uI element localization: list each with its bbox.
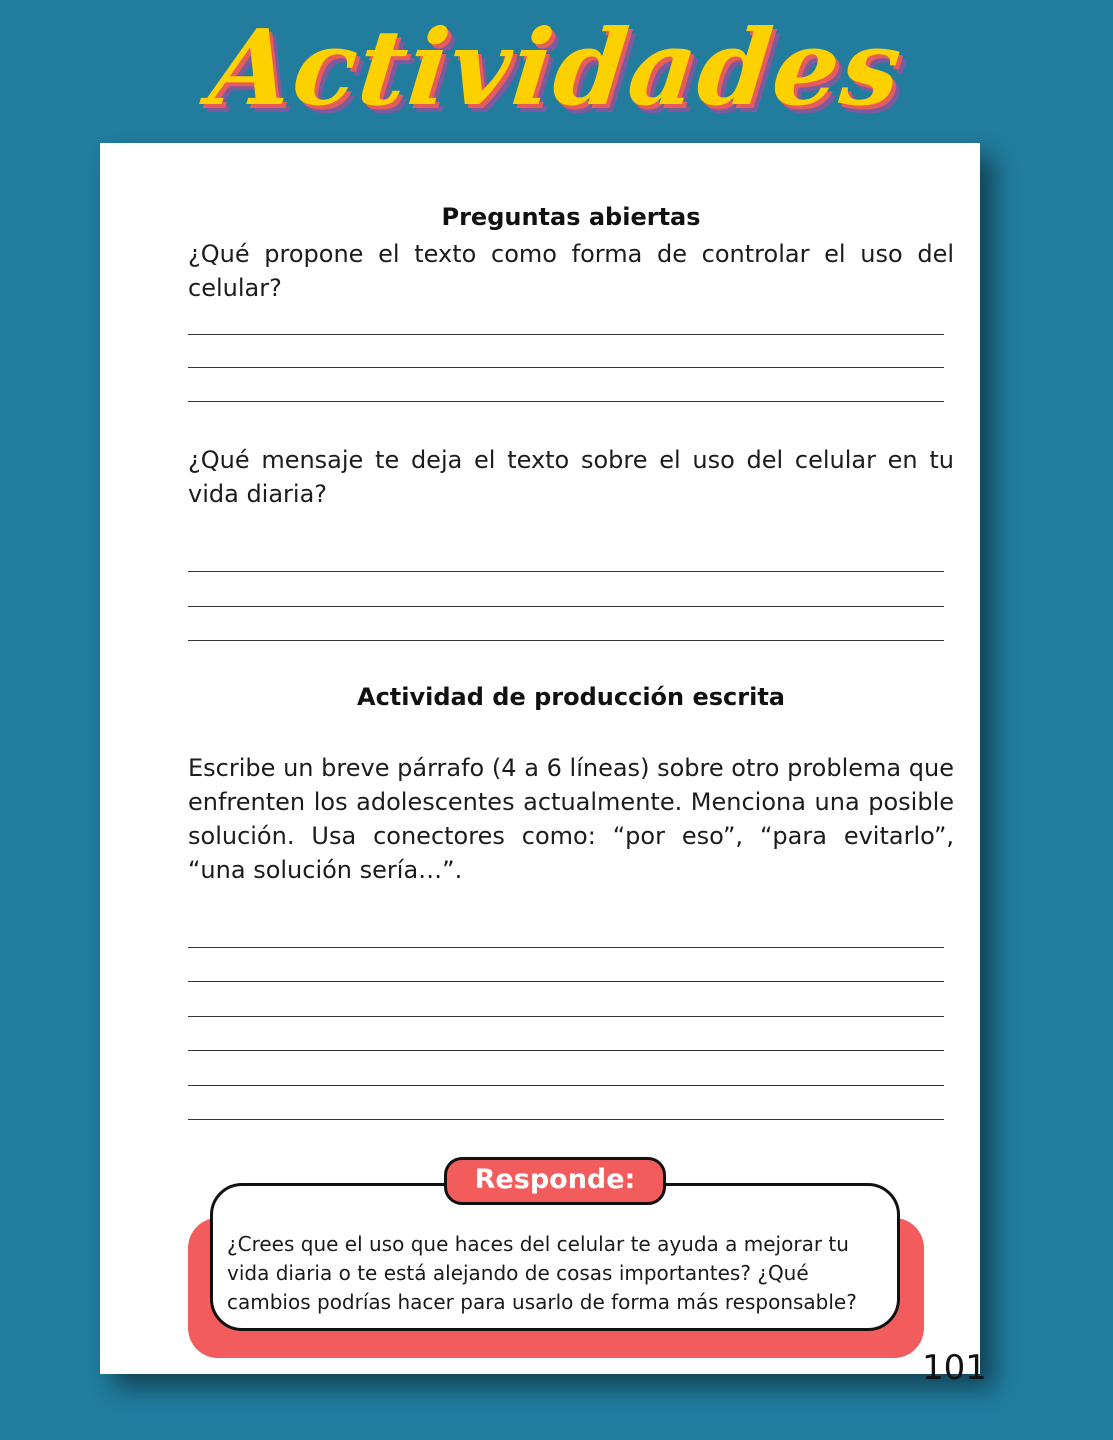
page-number: 101 — [922, 1348, 987, 1388]
answer-line[interactable] — [188, 640, 944, 641]
answer-line[interactable] — [188, 367, 944, 368]
answer-line[interactable] — [188, 1050, 944, 1051]
respond-badge: Responde: — [444, 1157, 666, 1205]
page-title: Actividades — [204, 6, 909, 129]
question-2: ¿Qué mensaje te deja el texto sobre el uso del celular en tu vida diaria? — [188, 446, 954, 508]
answer-line[interactable] — [188, 981, 944, 982]
answer-line[interactable] — [188, 1119, 944, 1120]
question-1: ¿Qué propone el texto como forma de controlar el uso del celular? — [188, 240, 954, 302]
answer-line[interactable] — [188, 947, 944, 948]
respond-box — [210, 1183, 900, 1331]
writing-prompt: Escribe un breve párrafo (4 a 6 líneas) sobre otro problema que enfrenten los adolescentes actualmente. Menciona una posible solución. Usa conectores como: “por eso”, “para evitarlo”, “una solución sería…”. — [188, 754, 954, 884]
answer-line[interactable] — [188, 401, 944, 402]
answer-line[interactable] — [188, 606, 944, 607]
title-banner — [0, 8, 1113, 138]
answer-line[interactable] — [188, 1085, 944, 1086]
answer-line[interactable] — [188, 571, 944, 572]
writing-activity-heading: Actividad de producción escrita — [357, 683, 785, 711]
respond-question: ¿Crees que el uso que haces del celular te ayuda a mejorar tu vida diaria o te está alejando de cosas importantes? ¿Qué cambios podrías hacer para usarlo de forma más responsable? — [227, 1232, 857, 1314]
open-questions-heading: Preguntas abiertas — [441, 203, 701, 231]
worksheet — [100, 143, 980, 1374]
answer-line[interactable] — [188, 334, 944, 335]
answer-line[interactable] — [188, 1016, 944, 1017]
